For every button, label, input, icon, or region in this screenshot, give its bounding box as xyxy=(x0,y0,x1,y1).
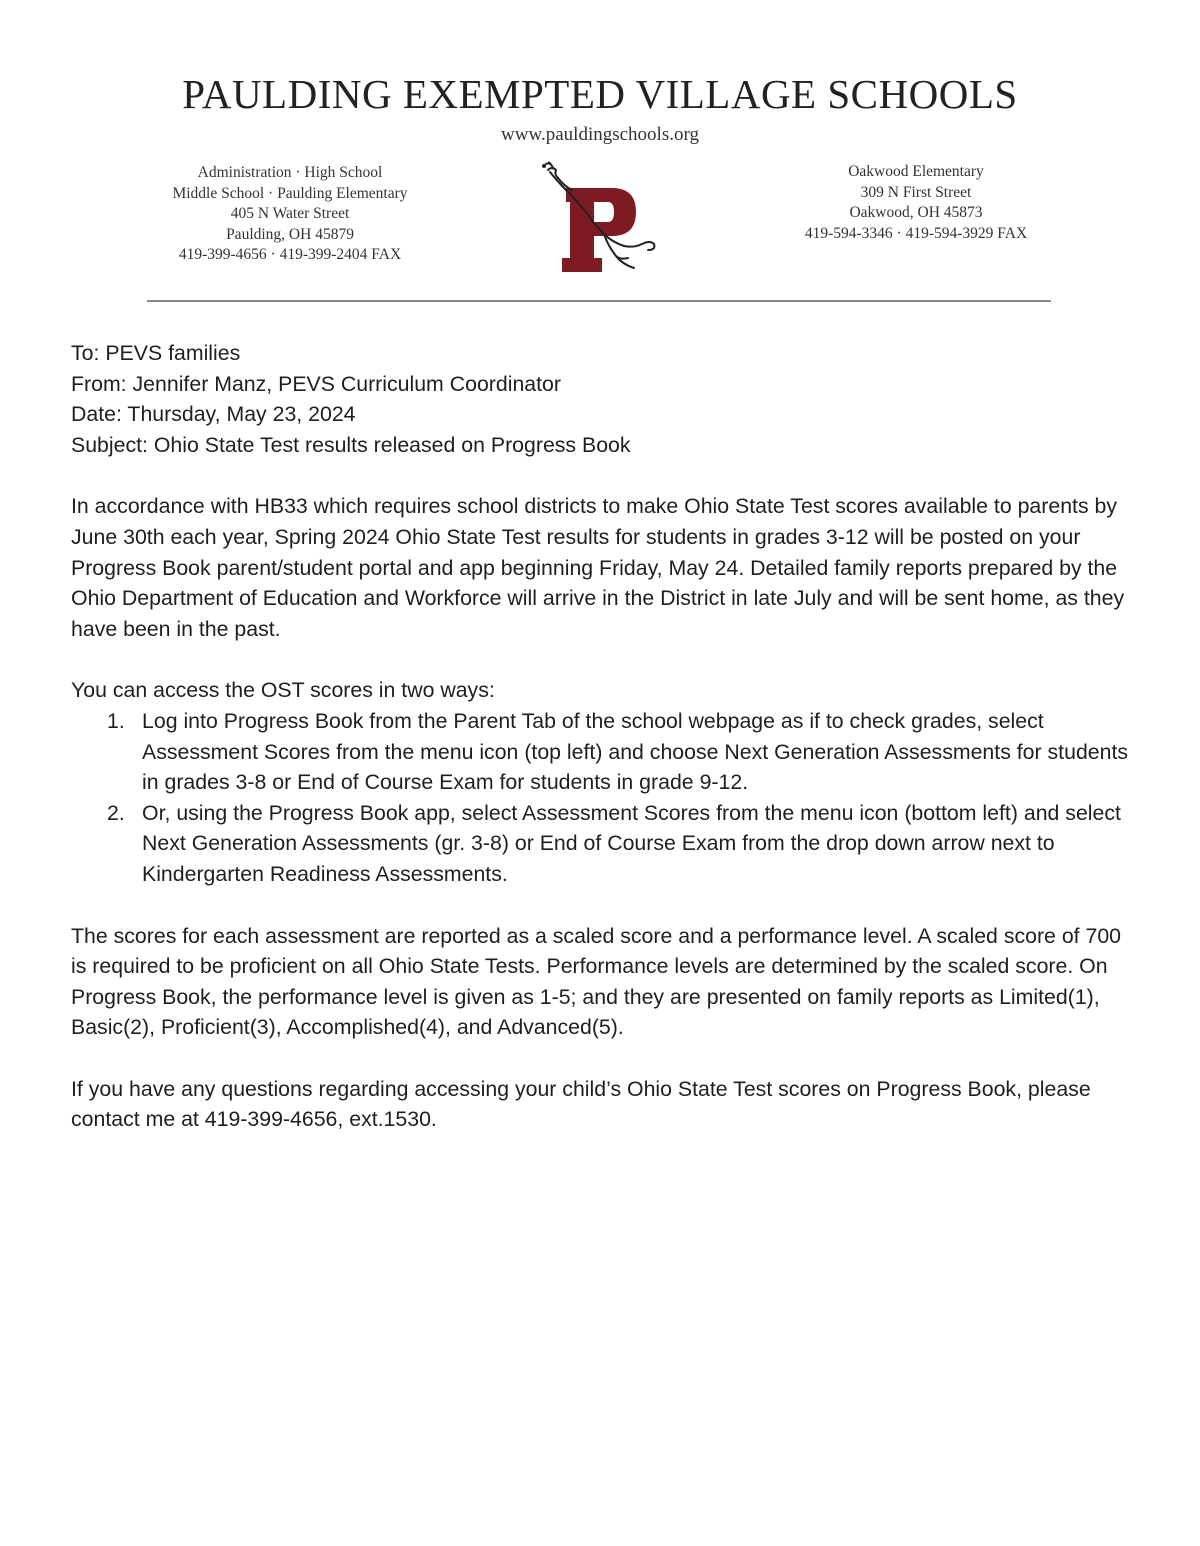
contact-paragraph: If you have any questions regarding accessing your child’s Ohio State Test scores on Progress Book, please contact me at 419-399-4656, ext.1530. xyxy=(71,1076,1091,1132)
access-intro: You can access the OST scores in two ways: xyxy=(71,678,495,703)
list-item-text: Log into Progress Book from the Parent Tab of the school webpage as if to check grades, select Assessment Scores from the menu icon (top left) and choose Next Generation Assessments for students in grades 3-8 or End of Course Exam for students in grade 9-12. xyxy=(142,708,1129,795)
list-item-number: 1. xyxy=(107,708,125,733)
left-address-line: Paulding, OH 45879 xyxy=(226,225,354,243)
letterhead-divider xyxy=(147,300,1051,302)
left-address-line: Middle School · Paulding Elementary xyxy=(172,184,408,202)
memo-from: From: Jennifer Manz, PEVS Curriculum Coordinator xyxy=(71,371,561,396)
district-website[interactable]: www.pauldingschools.org xyxy=(501,124,699,145)
intro-paragraph: In accordance with HB33 which requires school districts to make Ohio State Test scores available to parents by June 30th each year, Spring 2024 Ohio State Test results for students in grades 3-12 will be posted on your Progress Book parent/student portal and app beginning Friday, May 24. Detailed family reports prepared by the Ohio Department of Education and Workforce will arrive in the District in late July and will be sent home, as they have been in the past. xyxy=(71,494,1125,641)
memo-subject: Subject: Ohio State Test results released on Progress Book xyxy=(71,432,631,457)
access-steps-list xyxy=(71,706,1141,890)
right-address-line: Oakwood Elementary xyxy=(848,163,984,180)
left-address-line: 405 N Water Street xyxy=(230,205,350,222)
left-address-line: 419-399-4656 · 419-399-2404 FAX xyxy=(178,246,402,263)
left-address-block xyxy=(150,163,430,266)
list-item-text: Or, using the Progress Book app, select Assessment Scores from the menu icon (bottom left) and select Next Generation Assessments (gr. 3-8) or End of Course Exam from the drop down arrow next to Kindergarten Readiness Assessments. xyxy=(142,800,1121,886)
right-address-line: 419-594-3346 · 419-594-3929 FAX xyxy=(804,224,1028,242)
letter-body xyxy=(71,338,1141,1135)
right-address-line: 309 N First Street xyxy=(860,183,972,201)
memo-to: To: PEVS families xyxy=(71,341,241,365)
list-item xyxy=(71,798,1141,890)
list-item xyxy=(71,706,1141,798)
memo-date: Date: Thursday, May 23, 2024 xyxy=(71,402,356,427)
right-address-line: Oakwood, OH 45873 xyxy=(849,204,983,221)
left-address-line: Administration · High School xyxy=(197,164,383,181)
scores-paragraph: The scores for each assessment are reported as a scaled score and a performance level. A scaled score of 700 is required to be proficient on all Ohio State Tests. Performance levels are determined by the scaled score. On Progress Book, the performance level is given as 1-5; and they are presented on family reports as Limited(1), Basic(2), Proficient(3), Accomplished(4), and Advanced(5). xyxy=(71,923,1122,1040)
right-address-block xyxy=(778,162,1054,244)
list-item-number: 2. xyxy=(107,800,125,825)
panther-p-logo-icon xyxy=(538,160,664,278)
district-name: PAULDING EXEMPTED VILLAGE SCHOOLS xyxy=(182,71,1018,117)
